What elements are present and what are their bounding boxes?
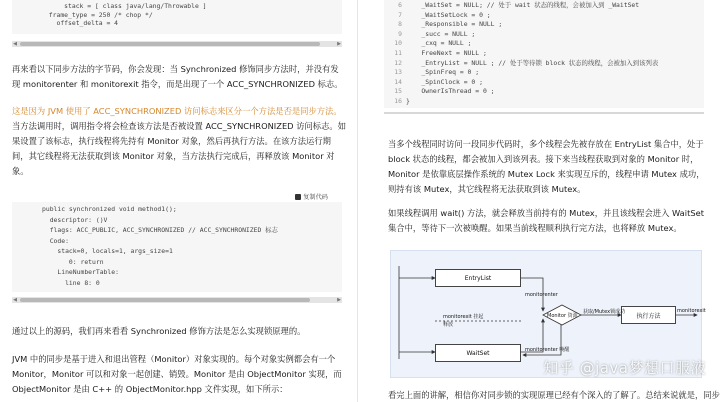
code-line: public synchronized void method1(); — [42, 205, 177, 213]
scroll-right-arrow-icon[interactable]: ▶ — [337, 297, 341, 303]
execute-method-box: 执行方法 — [621, 306, 676, 324]
code-lines — [384, 0, 704, 107]
left-article-pane — [0, 0, 354, 402]
code-horizontal-scrollbar[interactable] — [12, 297, 342, 303]
code-text: _cxq = NULL ; — [406, 39, 472, 48]
code-line: offset_delta = 4 — [18, 19, 119, 28]
monitorenter-label: monitorenter — [525, 292, 558, 298]
code-line: descriptor: ()V — [42, 215, 108, 224]
line-number: 14 — [394, 77, 402, 86]
scroll-left-arrow-icon[interactable]: ◀ — [13, 41, 17, 47]
code-line — [384, 1, 704, 11]
code-text — [12, 0, 342, 28]
code-line: LineNumberTable: — [42, 268, 119, 276]
pane-divider — [357, 0, 358, 402]
code-text: FreeNext = NULL ; — [406, 48, 487, 57]
line-number: 11 — [394, 48, 402, 57]
line-number: 10 — [394, 39, 402, 48]
paragraph-jvm-monitor: JVM 中的同步是基于进入和退出管程（Monitor）对象实现的。每个对象实例都会有一个 Monitor，Monitor 可以和对象一起创建、销毁。Monitor 是由 ObjectMonitor 实现，而 ObjectMonitor 是由 C++ 的 ObjectMonitor.hpp 文件实现，如下所示： — [12, 354, 342, 394]
code-line: Code: — [42, 236, 69, 245]
entrylist-box: EntryList — [435, 269, 521, 287]
line-number: 12 — [394, 58, 402, 67]
code-line — [384, 49, 704, 59]
waitset-box: WaitSet — [435, 344, 521, 362]
monitor-label: Monitor 资源 — [547, 313, 578, 319]
line-number: 16 — [394, 96, 402, 105]
line-number: 9 — [398, 29, 402, 38]
code-line — [384, 87, 704, 97]
copy-code-button[interactable] — [295, 192, 328, 201]
code-horizontal-scrollbar[interactable] — [384, 112, 704, 114]
scroll-right-arrow-icon[interactable]: ▶ — [337, 41, 341, 47]
copy-code-label: 复制代码 — [303, 194, 328, 201]
copy-icon — [295, 194, 301, 200]
code-text: } — [406, 96, 410, 105]
code-line — [384, 39, 704, 49]
monitorexit-suspend-label: monitorexit 挂起 — [443, 314, 484, 320]
code-block-method — [12, 202, 342, 292]
code-line — [384, 78, 704, 88]
code-line — [384, 97, 704, 107]
highlighted-sentence: 这是因为 JVM 使用了 ACC_SYNCHRONIZED 访问标志来区分一个方法是否是同步方法。 — [12, 106, 342, 116]
scrollbar-thumb[interactable] — [20, 298, 310, 302]
code-text: _WaitSetLock = 0 ; — [406, 10, 491, 19]
code-text: _EntryList = NULL ; // 处于等待锁 block 状态的线程，会被加入到该列表 — [406, 58, 659, 67]
code-line: line 8: 0 — [42, 278, 100, 287]
code-line — [384, 30, 704, 40]
line-number: 7 — [398, 10, 402, 19]
scrollbar-thumb[interactable] — [20, 42, 320, 46]
code-block-top — [12, 0, 342, 34]
paragraph-waitset: 如果线程调用 wait() 方法，就会释放当前持有的 Mutex，并且该线程会进入 WaitSet 集合中，等待下一次被唤醒。如果当前线程顺利执行完方法，也将释放 Mutex。 — [388, 208, 704, 233]
code-line — [384, 20, 704, 30]
line-number: 15 — [394, 87, 402, 96]
paragraph-source-summary: 通过以上的源码，我们再来看看 Synchronized 修饰方法是怎么实现锁原理的。 — [12, 326, 306, 336]
code-line: stack = [ class java/lang/Throwable ] — [18, 2, 207, 10]
code-text: _Responsible = NULL ; — [406, 20, 503, 29]
monitorexit-label: monitorexit — [677, 308, 706, 314]
paragraph-summary: 看完上面的讲解，相信你对同步锁的实现原理已经有个深入的了解了。总结来说就是，同步 — [388, 390, 720, 400]
code-text: _SpinClock = 0 ; — [406, 77, 483, 86]
code-text: _SpinFreq = 0 ; — [406, 68, 480, 77]
code-horizontal-scrollbar[interactable] — [12, 41, 342, 47]
code-line: 0: return — [42, 257, 104, 266]
code-text — [12, 202, 342, 288]
paragraph-text: 当方法调用时，调用指令将会检查该方法是否被设置 ACC_SYNCHRONIZED 访问标志。如果设置了该标志，执行线程将先持有 Monitor 对象，然后再执行方法。在该方法运行期间，其它线程将无法获取到该 Monitor 对象，当方法执行完成后，再释放该 Monitor 对象。 — [12, 121, 346, 176]
code-line — [384, 68, 704, 78]
code-text: _WaitSet = NULL; // 处于 wait 状态的线程，会被加入到 _WaitSet — [406, 1, 640, 9]
release-label: 释放 — [443, 322, 454, 328]
line-number: 13 — [394, 68, 402, 77]
code-line — [384, 59, 704, 69]
code-block-objectmonitor — [384, 0, 704, 108]
code-line: frame_type = 250 /* chop */ — [18, 10, 153, 19]
monitorenter-wake-label: monitorenter 唤醒 — [525, 347, 570, 353]
code-text: OwnerIsThread = 0 ; — [406, 87, 495, 96]
acquire-label: 获取/Mutex锁成功 — [583, 309, 626, 315]
code-line: flags: ACC_PUBLIC, ACC_SYNCHRONIZED // ACC_SYNCHRONIZED 标志 — [42, 226, 278, 234]
paragraph-entrylist: 当多个线程同时访问一段同步代码时，多个线程会先被存放在 EntryList 集合中，处于 block 状态的线程，都会被加入到该列表。接下来当线程获取到对象的 Monitor 时，Monitor 是依靠底层操作系统的 Mutex Lock 来实现互斥的，线程申请 Mutex 成功，则持有该 Mutex，其它线程将无法获取到该 Mutex。 — [388, 139, 705, 194]
paragraph-acc-synchronized — [12, 104, 346, 179]
code-line — [384, 11, 704, 21]
line-number: 8 — [398, 20, 402, 29]
code-line: stack=0, locals=1, args_size=1 — [42, 247, 173, 255]
scroll-left-arrow-icon[interactable]: ◀ — [13, 297, 17, 303]
right-article-pane — [364, 0, 720, 402]
zhihu-watermark: 知乎 @java梦想口服液 — [543, 359, 706, 377]
paragraph-bytecode-intro: 再来看以下同步方法的字节码，你会发现：当 Synchronized 修饰同步方法时，并没有发现 monitorenter 和 monitorexit 指令，而是出现了一个 ACC_SYNCHRONIZED 标志。 — [12, 64, 343, 89]
line-number: 6 — [398, 1, 402, 9]
code-text: _succ = NULL ; — [406, 29, 476, 38]
